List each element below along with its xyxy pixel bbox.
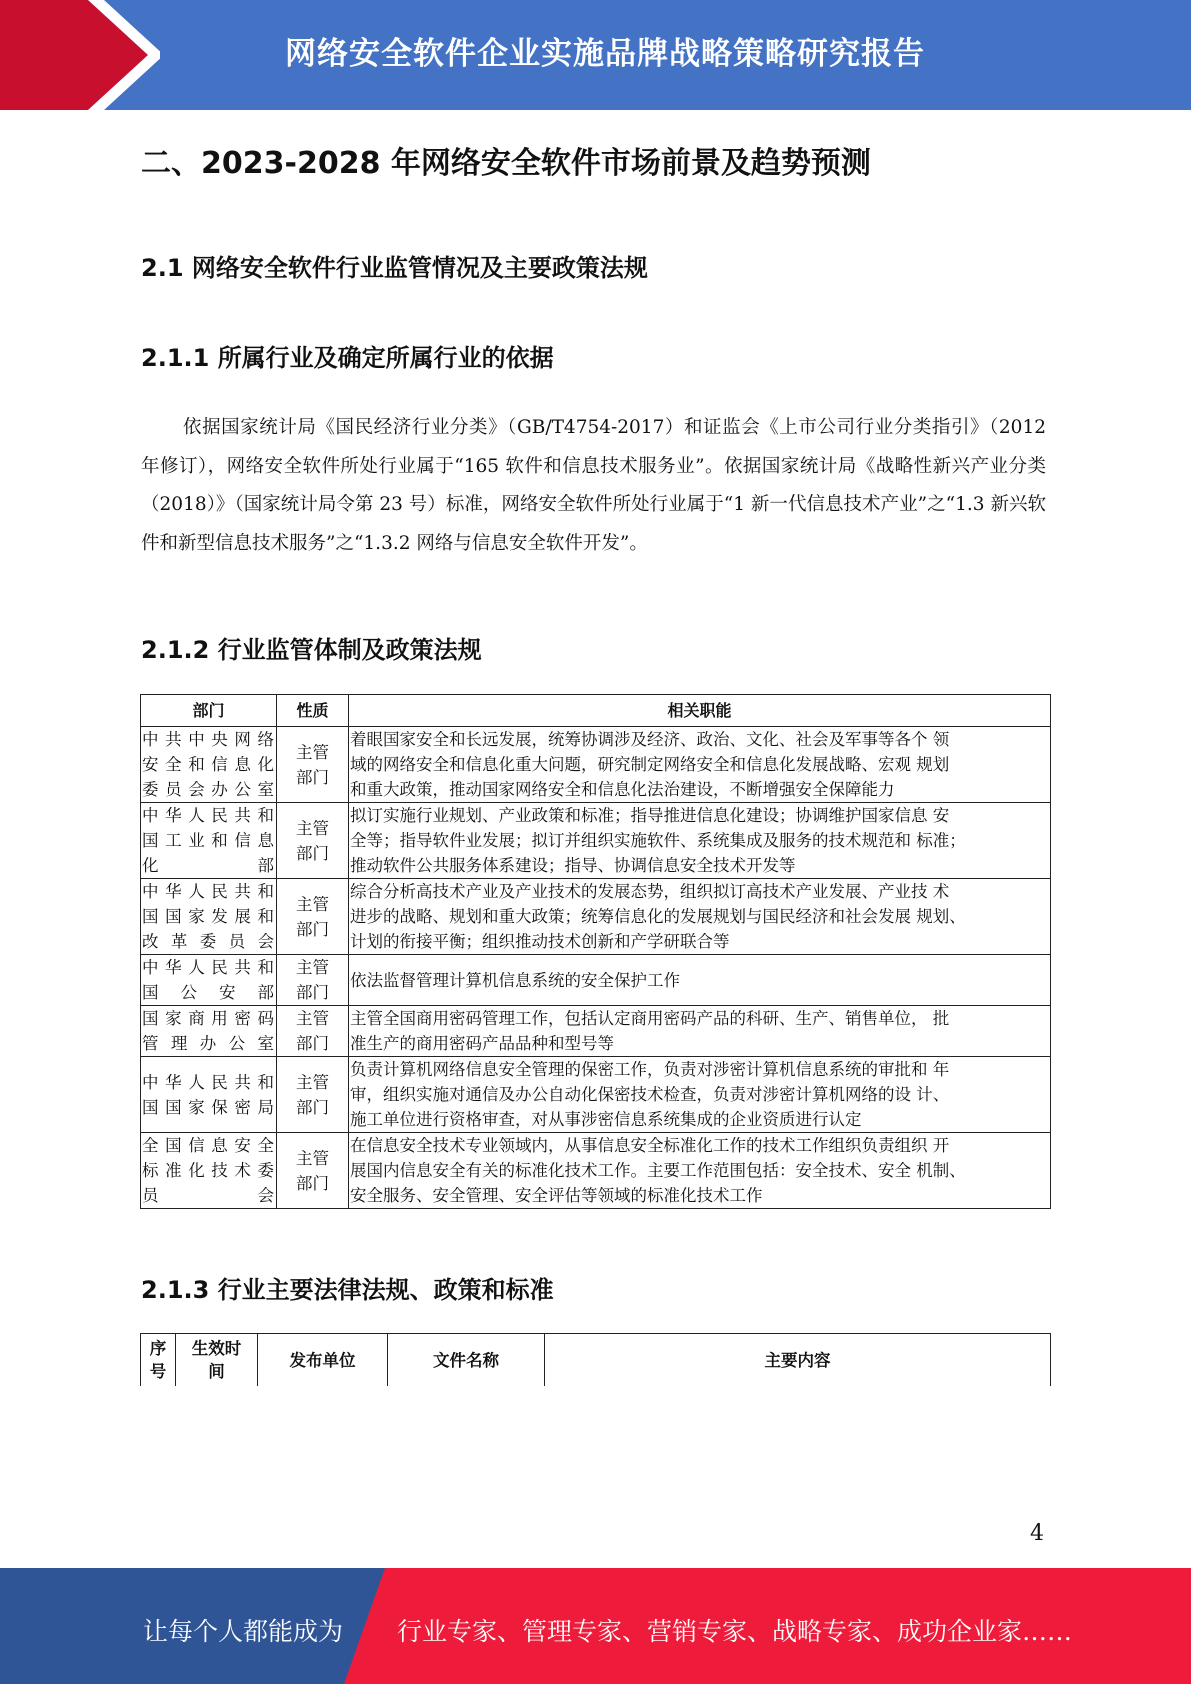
department-cell-line: 委员会办公室 (142, 780, 275, 799)
nature-cell (277, 1133, 349, 1209)
column-header-document-name: 文件名称 (388, 1334, 545, 1387)
footer-slogan-right: 行业专家、管理专家、营销专家、战略专家、成功企业家…… (397, 1617, 1073, 1646)
duty-cell-line: 推动软件公共服务体系建设；指导、协调信息安全技术开发等 (350, 856, 796, 875)
industry-classification-paragraph: 依据国家统计局《国民经济行业分类》（GB/T4754-2017）和证监会《上市公司行业分类指引》（2012 年修订），网络安全软件所处行业属于“165 软件和信息技术服务业”。依据国家统计局《战略性新兴产业分类（2018）》（国家统计局令第 23 号）标准，网络安全软件所处行业属于“1 新一代信息技术产业”之“1.3 新兴软件和新型信息技术服务”之“1.3.2 网络与信息安全软件开发”。 (141, 417, 1046, 554)
page-number: 4 (1030, 1521, 1044, 1546)
table-header-row (141, 1334, 1051, 1387)
department-cell (141, 955, 277, 1006)
duty-cell-line: 展国内信息安全有关的标准化技术工作。主要工作范围包括：安全技术、安全 机制、 (350, 1161, 966, 1180)
duty-cell-line: 着眼国家安全和长远发展，统筹协调涉及经济、政治、文化、社会及军事等各个 领 (350, 730, 950, 749)
nature-cell (277, 803, 349, 879)
nature-cell-line: 部门 (296, 919, 329, 939)
duty-cell-line: 准生产的商用密码产品品种和型号等 (350, 1034, 614, 1053)
duty-cell-line: 施工单位进行资格审查，对从事涉密信息系统集成的企业资质进行认定 (350, 1110, 862, 1129)
duty-cell-line: 计划的衔接平衡；组织推动技术创新和产学研联合等 (350, 932, 730, 951)
nature-cell-line: 主管 (296, 958, 329, 977)
subsection-2-1-3-title: 2.1.3 行业主要法律法规、政策和标准 (141, 1276, 554, 1304)
department-cell-line: 化部 (142, 856, 275, 875)
subsection-2-1-title: 2.1 网络安全软件行业监管情况及主要政策法规 (141, 254, 648, 282)
footer-slogan-left: 让每个人都能成为 (143, 1617, 344, 1646)
department-cell-line: 中华人民共和 (142, 958, 275, 977)
footer-banner (0, 1568, 1191, 1684)
duty-cell-line: 依法监督管理计算机信息系统的安全保护工作 (350, 970, 680, 990)
department-cell-line: 中华人民共和 (142, 806, 275, 825)
nature-cell (277, 1006, 349, 1057)
department-cell-line: 国国家发展和 (142, 907, 275, 926)
department-cell-line: 国国家保密局 (142, 1097, 275, 1117)
nature-cell (277, 955, 349, 1006)
table-row (141, 803, 1051, 879)
nature-cell-line: 部门 (296, 767, 329, 787)
duty-cell (349, 955, 1051, 1006)
column-header-duty: 相关职能 (349, 695, 1051, 727)
column-header-effective-date: 生效时 间 (176, 1334, 258, 1387)
department-cell (141, 803, 277, 879)
duty-cell-line: 进步的战略、规划和重大政策；统筹信息化的发展规划与国民经济和社会发展 规划、 (350, 907, 966, 926)
department-cell (141, 1133, 277, 1209)
duty-cell-line: 拟订实施行业规划、产业政策和标准；指导推进信息化建设；协调维护国家信息 安 (350, 806, 950, 825)
department-cell-line: 国工业和信息 (142, 831, 275, 850)
duty-cell-line: 安全服务、安全管理、安全评估等领域的标准化技术工作 (350, 1186, 763, 1205)
duty-cell (349, 879, 1051, 955)
duty-cell (349, 727, 1051, 803)
nature-cell-line: 主管 (296, 1072, 329, 1092)
department-cell-line: 改革委员会 (142, 932, 275, 951)
nature-cell-line: 部门 (296, 1173, 329, 1193)
department-cell-line: 标准化技术委 (142, 1161, 275, 1180)
duty-cell-line: 审，组织实施对通信及办公自动化保密技术检查，负责对涉密计算机网络的设 计、 (350, 1085, 950, 1104)
nature-cell-line: 主管 (296, 894, 329, 914)
laws-table (140, 1333, 1051, 1386)
column-header-dept: 部门 (141, 695, 277, 727)
subsection-2-1-1-title: 2.1.1 所属行业及确定所属行业的依据 (141, 344, 554, 372)
header-banner (0, 0, 1191, 110)
department-cell-line: 国公安部 (142, 983, 275, 1002)
section-title: 二、2023-2028 年网络安全软件市场前景及趋势预测 (141, 146, 871, 181)
column-header-issuer: 发布单位 (258, 1334, 388, 1387)
column-header-main-content: 主要内容 (545, 1334, 1051, 1387)
nature-cell-line: 部门 (296, 843, 329, 863)
department-cell-line: 中华人民共和 (142, 1072, 275, 1092)
column-header-index: 序 号 (141, 1334, 176, 1387)
subsection-2-1-2-title: 2.1.2 行业监管体制及政策法规 (141, 636, 482, 664)
duty-cell-line: 负责计算机网络信息安全管理的保密工作，负责对涉密计算机信息系统的审批和 年 (350, 1060, 950, 1079)
department-cell (141, 1006, 277, 1057)
nature-cell-line: 主管 (296, 1009, 329, 1028)
department-cell (141, 1057, 277, 1133)
department-cell-line: 全国信息安全 (142, 1136, 275, 1155)
duty-cell-line: 域的网络安全和信息化重大问题，研究制定网络安全和信息化发展战略、宏观 规划 (350, 755, 950, 774)
nature-cell (277, 727, 349, 803)
department-cell (141, 727, 277, 803)
table-row (141, 1057, 1051, 1133)
department-cell-line: 管理办公室 (142, 1034, 275, 1053)
column-header-nature: 性质 (277, 695, 349, 727)
department-cell-line: 国家商用密码 (142, 1009, 275, 1028)
duty-cell-line: 主管全国商用密码管理工作，包括认定商用密码产品的科研、生产、销售单位， 批 (350, 1009, 950, 1028)
nature-cell-line: 主管 (296, 818, 329, 838)
duty-cell (349, 1133, 1051, 1209)
nature-cell (277, 1057, 349, 1133)
table-row (141, 727, 1051, 803)
nature-cell-line: 部门 (296, 1034, 329, 1053)
department-cell-line: 中共中央网络 (142, 730, 275, 749)
duty-cell-line: 全等；指导软件业发展；拟订并组织实施软件、系统集成及服务的技术规范和 标准； (350, 831, 966, 850)
nature-cell-line: 部门 (296, 1097, 329, 1117)
table-row (141, 955, 1051, 1006)
duty-cell-line: 和重大政策，推动国家网络安全和信息化法治建设，不断增强安全保障能力 (350, 780, 895, 799)
duty-cell-line: 在信息安全技术专业领域内，从事信息安全标准化工作的技术工作组织负责组织 开 (350, 1136, 950, 1155)
duty-cell (349, 1057, 1051, 1133)
department-cell-line: 员会 (142, 1186, 275, 1205)
table-row (141, 1133, 1051, 1209)
duty-cell (349, 1006, 1051, 1057)
duty-cell-line: 综合分析高技术产业及产业技术的发展态势，组织拟订高技术产业发展、产业技 术 (350, 882, 950, 901)
report-title: 网络安全软件企业实施品牌战略策略研究报告 (285, 36, 925, 72)
nature-cell-line: 主管 (296, 1148, 329, 1168)
department-cell-line: 中华人民共和 (142, 882, 275, 901)
table-header-row (141, 695, 1051, 727)
nature-cell (277, 879, 349, 955)
table-row (141, 1006, 1051, 1057)
duty-cell (349, 803, 1051, 879)
nature-cell-line: 主管 (296, 742, 329, 762)
nature-cell-line: 部门 (296, 983, 329, 1002)
department-cell-line: 安全和信息化 (142, 755, 275, 774)
header-chevron-decoration (0, 0, 160, 110)
regulators-table (140, 694, 1051, 1209)
table-row (141, 879, 1051, 955)
department-cell (141, 879, 277, 955)
